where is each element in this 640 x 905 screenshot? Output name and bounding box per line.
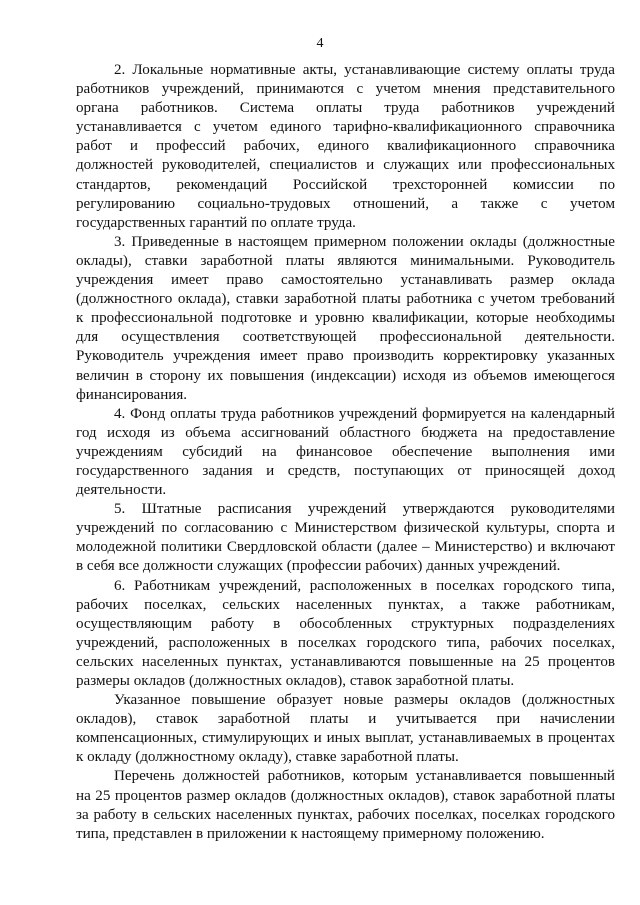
text-line: молодежной политики Свердловской области (далее – Министерство) и включают: [76, 539, 615, 556]
text-line: деятельности.: [76, 482, 167, 499]
paragraph-4: [76, 405, 615, 500]
text-line: Руководитель учреждения имеет право производить корректировку указанных: [76, 348, 615, 365]
text-line: оклады), ставки заработной платы являются минимальными. Руководитель: [76, 252, 615, 269]
text-line: рабочих поселках, сельских населенных пунктах, а также работникам,: [76, 596, 615, 613]
text-line: размеры окладов (должностных окладов), ставок заработной платы.: [76, 673, 515, 689]
text-line: учреждений, расположенных в поселках городского типа, рабочих поселках,: [76, 634, 615, 651]
text-line: 3. Приведенные в настоящем примерном положении оклады (должностные: [114, 233, 615, 250]
paragraph-2: [76, 61, 615, 233]
text-line: работ и профессий рабочих, единого квалификационного справочника: [76, 138, 615, 155]
text-line: величин в сторону их повышения (индексации) исходя из объемов имеющегося: [76, 367, 615, 384]
text-line: в себя все должности служащих (профессии рабочих) данных учреждений.: [76, 558, 561, 575]
text-line: сельских населенных пунктах, устанавливаются повышенные на 25 процентов: [76, 653, 615, 670]
text-line: за работу в сельских населенных пунктах, рабочих поселках, поселках городского: [76, 806, 615, 823]
text-line: на 25 процентов размер окладов (должностных окладов), ставок заработной платы: [76, 787, 615, 804]
text-line: государственного задания и средств, поступающих от приносящей доход: [76, 462, 615, 479]
paragraph-positions-list: [76, 767, 615, 843]
text-line: окладов), ставок заработной платы и учитывается при начислении: [76, 711, 615, 728]
paragraph-surcharge-note: [76, 691, 615, 767]
paragraph-5: [76, 500, 615, 576]
text-line: регулированию социально-трудовых отношений, а также с учетом: [76, 195, 615, 212]
paragraph-3: [76, 233, 615, 405]
text-line: устанавливается с учетом единого тарифно-квалификационного справочника: [76, 119, 615, 136]
text-line: стандартов, рекомендаций Российской трехсторонней комиссии по: [76, 176, 615, 193]
text-line: финансирования.: [76, 386, 188, 403]
text-line: учреждения имеет право самостоятельно устанавливать размер оклада: [76, 272, 615, 289]
text-line: компенсационных, стимулирующих и иных выплат, устанавливаемых в процентах: [76, 730, 615, 747]
text-line: органа работников. Система оплаты труда работников учреждений: [76, 100, 615, 117]
text-line: к окладу (должностному окладу), ставке заработной платы.: [76, 749, 459, 766]
paragraph-6: [76, 577, 615, 692]
text-line: типа, представлен в приложении к настоящему примерному положению.: [76, 825, 545, 842]
text-line: для осуществления соответствующей профессиональной деятельности.: [76, 329, 615, 346]
text-line: работников учреждений, принимаются с учетом мнения представительного: [76, 81, 615, 98]
text-line: государственных гарантий по оплате труда.: [76, 214, 356, 231]
text-line: Указанное повышение образует новые размеры окладов (должностных: [114, 692, 615, 709]
text-line: Перечень должностей работников, которым устанавливается повышенный: [114, 768, 615, 785]
text-line: год исходя из объема ассигнований областного бюджета на предоставление: [76, 424, 615, 441]
text-line: 5. Штатные расписания учреждений утверждаются руководителями: [114, 501, 615, 518]
text-line: учреждений по согласованию с Министерством физической культуры, спорта и: [76, 520, 615, 537]
text-line: 4. Фонд оплаты труда работников учреждений формируется на календарный: [114, 405, 615, 422]
document-body: [76, 61, 615, 844]
text-line: к профессиональной подготовке и уровню квалификации, которые необходимы: [76, 310, 615, 327]
page-number: 4: [316, 36, 324, 51]
text-line: 2. Локальные нормативные акты, устанавливающие систему оплаты труда: [114, 62, 615, 78]
text-line: 6. Работникам учреждений, расположенных в поселках городского типа,: [114, 577, 615, 594]
text-line: (должностного оклада), ставки заработной платы работника с учетом требований: [76, 291, 615, 308]
text-line: осуществляющим работу в обособленных структурных подразделениях: [76, 615, 615, 632]
text-line: должностей руководителей, специалистов и служащих или профессиональных: [76, 157, 615, 174]
text-line: учреждениям субсидий на финансовое обеспечение выполнения ими: [76, 443, 615, 460]
